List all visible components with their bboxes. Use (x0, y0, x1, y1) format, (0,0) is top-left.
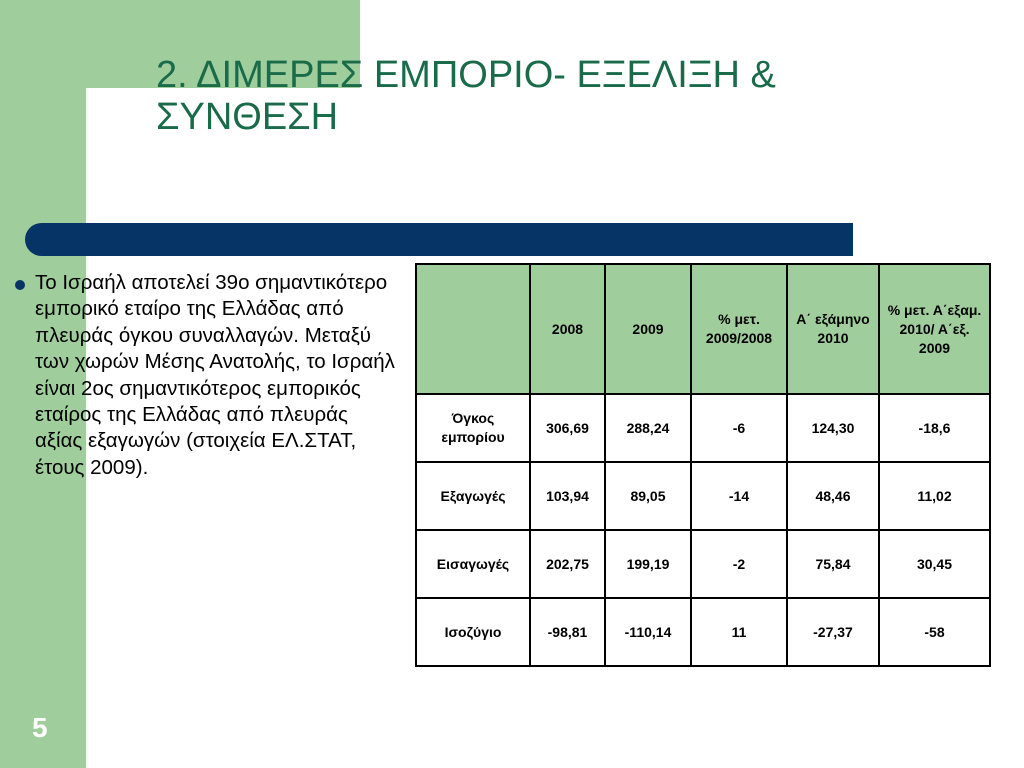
table-cell: 11,02 (879, 462, 990, 530)
table-cell: 11 (691, 598, 787, 666)
slide-title (156, 54, 956, 138)
table-cell: 202,75 (530, 530, 605, 598)
table-cell: -98,81 (530, 598, 605, 666)
bullet-item (15, 270, 400, 481)
table-cell: -2 (691, 530, 787, 598)
table-cell: 30,45 (879, 530, 990, 598)
header-cell-empty (416, 264, 530, 394)
bullet-paragraph: Το Ισραήλ αποτελεί 39ο σημαντικότερο εμπορικό εταίρο της Ελλάδας από πλευράς όγκου συναλλαγών. Μεταξύ των χωρών Μέσης Ανατολής, το Ισραήλ είναι 2ος σημαντικότερος εμπορικός εταίρος της Ελλάδας από πλευράς αξίας εξαγωγών (στοιχεία ΕΛ.ΣΤΑΤ, έτους 2009). (35, 271, 395, 479)
title-divider-bar (25, 223, 853, 256)
header-cell-change-h1: % μετ. Α΄εξαμ. 2010/ Α΄εξ. 2009 (879, 264, 990, 394)
header-cell-change-2009-2008: % μετ. 2009/2008 (691, 264, 787, 394)
trade-table (415, 263, 991, 667)
table-cell: -6 (691, 394, 787, 462)
table-cell: -14 (691, 462, 787, 530)
table-cell: 75,84 (787, 530, 879, 598)
row-label: Εξαγωγές (416, 462, 530, 530)
table-row (416, 530, 990, 598)
header-cell-h1-2010: Α΄ εξάμηνο 2010 (787, 264, 879, 394)
table-cell: 306,69 (530, 394, 605, 462)
slide-title-line-1: 2. ΔΙΜΕΡΕΣ ΕΜΠΟΡΙΟ- ΕΞΕΛΙΞΗ & (156, 54, 776, 96)
table-cell: 103,94 (530, 462, 605, 530)
table-row (416, 462, 990, 530)
header-cell-2008: 2008 (530, 264, 605, 394)
row-label: Ισοζύγιο (416, 598, 530, 666)
table-cell: -110,14 (605, 598, 691, 666)
table-cell: 124,30 (787, 394, 879, 462)
slide-number: 5 (32, 712, 48, 743)
table-cell: -58 (879, 598, 990, 666)
table-row (416, 598, 990, 666)
table-cell: 48,46 (787, 462, 879, 530)
table-cell: 89,05 (605, 462, 691, 530)
table-cell: -18,6 (879, 394, 990, 462)
header-cell-2009: 2009 (605, 264, 691, 394)
table-cell: 288,24 (605, 394, 691, 462)
white-rounded-corner (86, 88, 166, 168)
row-label: Όγκος εμπορίου (416, 394, 530, 462)
row-label: Εισαγωγές (416, 530, 530, 598)
slide-title-line-2: ΣΥΝΘΕΣΗ (156, 96, 339, 138)
bullet-dot-icon (15, 280, 25, 290)
table-cell: 199,19 (605, 530, 691, 598)
table-row (416, 394, 990, 462)
table-header-row (416, 264, 990, 394)
table-cell: -27,37 (787, 598, 879, 666)
